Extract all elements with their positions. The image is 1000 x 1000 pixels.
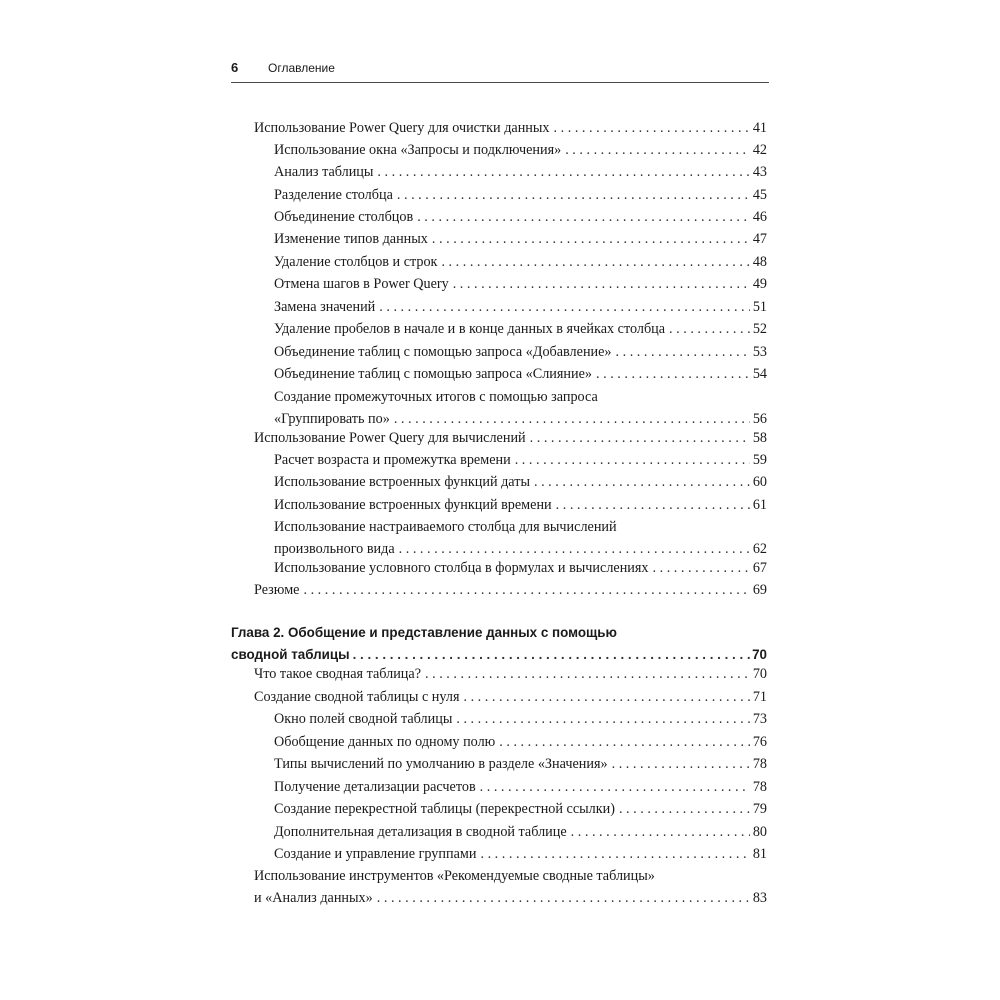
dot-leader (480, 776, 750, 798)
dot-leader (379, 296, 750, 318)
toc-page-number: 56 (752, 411, 767, 427)
page-number: 6 (231, 60, 239, 75)
toc-page-number: 67 (752, 560, 767, 576)
dot-leader (565, 139, 750, 161)
toc-entry-title: Разделение столбца (274, 187, 393, 203)
chapter-title-line2: сводной таблицы (231, 647, 350, 662)
toc-entry-subsection[interactable] (274, 139, 767, 161)
toc-entry-title: Резюме (254, 582, 300, 598)
toc-page-number: 71 (752, 689, 767, 705)
toc-entry-title: Объединение таблиц с помощью запроса «Слияние» (274, 366, 592, 382)
toc-entry-section[interactable] (254, 865, 767, 909)
toc-page-number: 76 (752, 734, 767, 750)
toc-page-number: 53 (752, 344, 767, 360)
toc-page-number: 70 (752, 666, 767, 682)
toc-page-number: 58 (752, 430, 767, 446)
toc-page-number: 49 (752, 276, 767, 292)
toc-entry-title: Создание и управление группами (274, 846, 477, 862)
dot-leader (596, 363, 750, 385)
toc-entry-subsection[interactable] (274, 318, 767, 340)
toc-entry-title-line1: Использование настраиваемого столбца для вычислений (274, 519, 617, 535)
toc-page-number: 46 (752, 209, 767, 225)
toc-page-number: 60 (752, 474, 767, 490)
toc-page-number: 62 (752, 541, 767, 557)
toc-entry-subsection[interactable] (274, 251, 767, 273)
dot-leader (616, 341, 750, 363)
toc-entry-subsection[interactable] (274, 449, 767, 471)
toc-entry-title: Использование окна «Запросы и подключения» (274, 142, 562, 158)
toc-entry-subsection[interactable] (274, 821, 767, 843)
toc-entry-subsection[interactable] (274, 708, 767, 730)
dot-leader (480, 843, 749, 865)
dot-leader (432, 228, 750, 250)
toc-entry-title: Что такое сводная таблица? (254, 666, 421, 682)
toc-entry-subsection[interactable] (274, 161, 767, 183)
chapter-title-line1: Глава 2. Обобщение и представление данных с помощью (231, 625, 617, 640)
toc-entry-chapter[interactable] (231, 622, 767, 666)
toc-page-number: 69 (752, 582, 767, 598)
toc-entry-title: Получение детализации расчетов (274, 779, 476, 795)
toc-page-number: 83 (752, 890, 767, 906)
toc-entry-title-line1: Создание промежуточных итогов с помощью запроса (274, 389, 598, 405)
toc-entry-title: Использование Power Query для очистки данных (254, 120, 550, 136)
toc-page-number: 59 (752, 452, 767, 468)
dot-leader (515, 449, 750, 471)
toc-entry-title: Использование встроенных функций даты (274, 474, 530, 490)
toc-entry-title: Создание перекрестной таблицы (перекрестной ссылки) (274, 801, 615, 817)
toc-page-number: 78 (752, 779, 767, 795)
toc-entry-summary[interactable] (254, 579, 767, 601)
toc-entry-title-line2: произвольного вида (274, 541, 395, 557)
toc-entry-title-line2: «Группировать по» (274, 411, 390, 427)
dot-leader (571, 821, 750, 843)
toc-entry-subsection[interactable] (274, 516, 767, 560)
dot-leader (554, 117, 750, 139)
toc-entry-title: Удаление столбцов и строк (274, 254, 438, 270)
dot-leader (456, 708, 749, 730)
dot-leader (303, 579, 749, 601)
toc-entry-subsection[interactable] (274, 776, 767, 798)
toc-entry-section[interactable] (254, 663, 767, 685)
toc-page-number: 79 (752, 801, 767, 817)
toc-entry-subsection[interactable] (274, 798, 767, 820)
toc-entry-subsection[interactable] (274, 296, 767, 318)
toc-entry-title: Обобщение данных по одному полю (274, 734, 496, 750)
toc-entry-subsection[interactable] (274, 273, 767, 295)
dot-leader (425, 663, 750, 685)
toc-page-number: 51 (752, 299, 767, 315)
toc-entry-title: Объединение столбцов (274, 209, 414, 225)
toc-page-number: 42 (752, 142, 767, 158)
toc-entry-title: Расчет возраста и промежутка времени (274, 452, 511, 468)
dot-leader (534, 471, 750, 493)
dot-leader (556, 494, 750, 516)
toc-entry-title: Использование встроенных функций времени (274, 497, 552, 513)
toc-page-number: 48 (752, 254, 767, 270)
toc-entry-section[interactable] (254, 427, 767, 449)
dot-leader (417, 206, 750, 228)
toc-entry-subsection[interactable] (274, 471, 767, 493)
dot-leader (453, 273, 750, 295)
dot-leader (377, 887, 750, 909)
toc-entry-title: Типы вычислений по умолчанию в разделе «Значения» (274, 756, 608, 772)
toc-page-number: 52 (752, 321, 767, 337)
dot-leader (397, 184, 750, 206)
toc-entry-subsection[interactable] (274, 184, 767, 206)
toc-page-number: 45 (752, 187, 767, 203)
dot-leader (463, 686, 749, 708)
toc-page-number: 47 (752, 231, 767, 247)
dot-leader (441, 251, 749, 273)
toc-entry-subsection[interactable] (274, 731, 767, 753)
toc-entry-section[interactable] (254, 117, 767, 139)
toc-entry-title: Создание сводной таблицы с нуля (254, 689, 460, 705)
dot-leader (530, 427, 750, 449)
toc-entry-title: Отмена шагов в Power Query (274, 276, 449, 292)
dot-leader (612, 753, 750, 775)
toc-entry-title: Изменение типов данных (274, 231, 428, 247)
toc-page-number: 78 (752, 756, 767, 772)
toc-entry-title: Объединение таблиц с помощью запроса «Добавление» (274, 344, 612, 360)
toc-entry-title-line2: и «Анализ данных» (254, 890, 373, 906)
toc-page-number: 61 (752, 497, 767, 513)
toc-entry-subsection[interactable] (274, 206, 767, 228)
dot-leader (499, 731, 750, 753)
toc-entry-title-line1: Использование инструментов «Рекомендуемые сводные таблицы» (254, 868, 655, 884)
page-header (231, 58, 769, 83)
toc-entry-title: Удаление пробелов в начале и в конце данных в ячейках столбца (274, 321, 666, 337)
toc-entry-subsection[interactable] (274, 228, 767, 250)
toc-entry-title: Дополнительная детализация в сводной таблице (274, 824, 567, 840)
toc-entry-title: Использование условного столбца в формулах и вычислениях (274, 560, 649, 576)
dot-leader (653, 557, 750, 579)
toc-page-number: 43 (752, 164, 767, 180)
toc-entry-subsection[interactable] (274, 557, 767, 579)
toc-entry-subsection[interactable] (274, 341, 767, 363)
toc-page-number: 70 (752, 647, 767, 662)
toc-entry-title: Замена значений (274, 299, 376, 315)
dot-leader (669, 318, 750, 340)
toc-page-number: 80 (752, 824, 767, 840)
toc-entry-subsection[interactable] (274, 386, 767, 430)
dot-leader (377, 161, 749, 183)
toc-entry-subsection[interactable] (274, 753, 767, 775)
toc-entry-title: Использование Power Query для вычислений (254, 430, 526, 446)
toc-entry-title: Окно полей сводной таблицы (274, 711, 453, 727)
dot-leader (619, 798, 750, 820)
toc-entry-subsection[interactable] (274, 843, 767, 865)
toc-entry-section[interactable] (254, 686, 767, 708)
toc-page-number: 41 (752, 120, 767, 136)
toc-page-number: 81 (752, 846, 767, 862)
toc-entry-subsection[interactable] (274, 363, 767, 385)
toc-page-number: 73 (752, 711, 767, 727)
toc-entry-subsection[interactable] (274, 494, 767, 516)
running-title: Оглавление (268, 61, 335, 75)
toc-entry-title: Анализ таблицы (274, 164, 374, 180)
toc-page-number: 54 (752, 366, 767, 382)
